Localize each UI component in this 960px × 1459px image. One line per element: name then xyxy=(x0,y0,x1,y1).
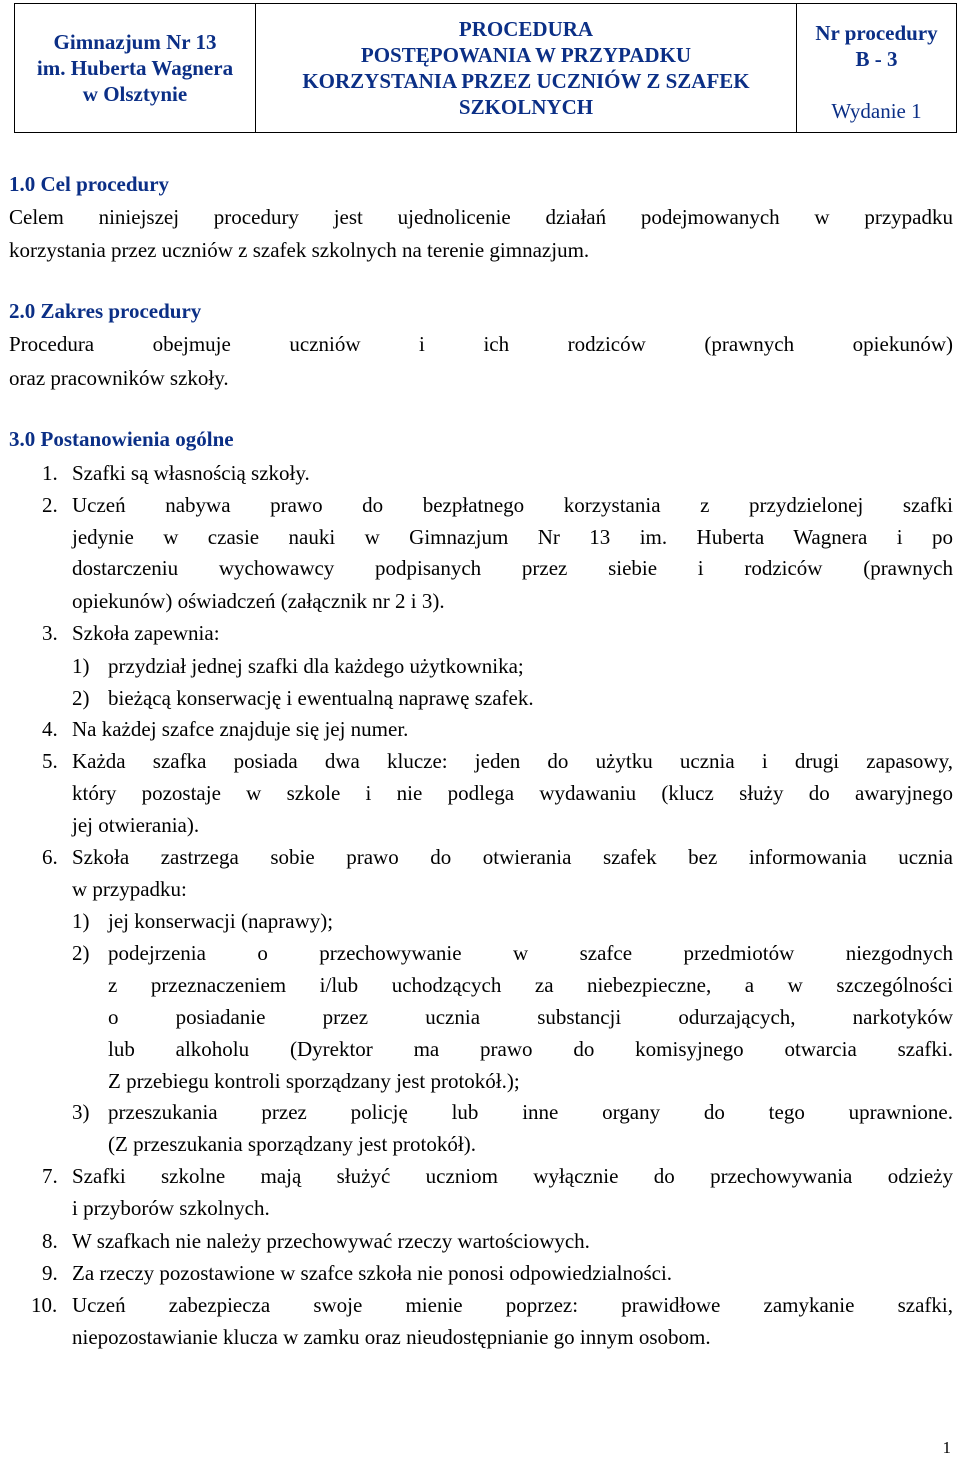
sub-item-text: (Z przeszukania sporządzany jest protokół). xyxy=(108,1132,476,1156)
section-text-line: Procedura obejmuje uczniów i ich rodziców (prawnych opiekunów) xyxy=(9,332,953,356)
list-item-number: 4. xyxy=(42,717,58,741)
list-item-number: 8. xyxy=(42,1229,58,1253)
list-item-text: niepozostawianie klucza w zamku oraz nieudostępnianie go innym osobom. xyxy=(72,1325,711,1349)
school-name-cell xyxy=(15,4,256,133)
section-text-line: Celem niniejszej procedury jest ujednolicenie działań podejmowanych w przypadku xyxy=(9,205,953,229)
sub-item-text: przydział jednej szafki dla każdego użytkownika; xyxy=(108,654,524,678)
list-item-number: 7. xyxy=(42,1164,58,1188)
sub-item-text: z przeznaczeniem i/lub uchodzących za niebezpieczne, a w szczególności xyxy=(108,973,953,997)
list-item-text: Szafki są własnością szkoły. xyxy=(72,461,310,485)
list-item-text: jej otwierania). xyxy=(72,813,200,837)
list-item-number: 3. xyxy=(42,621,58,645)
list-item-number: 9. xyxy=(42,1261,58,1285)
procedure-title-line: KORZYSTANIA PRZEZ UCZNIÓW Z SZAFEK xyxy=(302,69,750,93)
section-title: 2.0 Zakres procedury xyxy=(9,299,202,323)
sub-item-text: o posiadanie przez ucznia substancji odurzających, narkotyków xyxy=(108,1005,953,1029)
list-item-text: W szafkach nie należy przechowywać rzeczy wartościowych. xyxy=(72,1229,590,1253)
page-number: 1 xyxy=(942,1438,951,1457)
school-name-line: w Olsztynie xyxy=(82,82,188,106)
sub-item-number: 2) xyxy=(72,686,90,710)
sub-item-text: lub alkoholu (Dyrektor ma prawo do komisyjnego otwarcia szafki. xyxy=(108,1037,953,1061)
list-item-text: opiekunów) oświadczeń (załącznik nr 2 i 3). xyxy=(72,589,445,613)
sub-item-text: jej konserwacji (naprawy); xyxy=(108,909,334,933)
edition-label: Wydanie 1 xyxy=(831,99,922,123)
section-title: 1.0 Cel procedury xyxy=(9,172,170,196)
procedure-number-value: B - 3 xyxy=(855,47,898,71)
sub-item-text: przeszukania przez policję lub inne organy do tego uprawnione. xyxy=(108,1100,953,1124)
sub-item-text: Z przebiegu kontroli sporządzany jest protokół.); xyxy=(108,1069,520,1093)
document-header xyxy=(14,3,957,133)
list-item-text: który pozostaje w szkole i nie podlega wydawaniu (klucz służy do awaryjnego xyxy=(72,781,953,805)
procedure-title-line: POSTĘPOWANIA W PRZYPADKU xyxy=(360,43,692,67)
list-item-text: Szafki szkolne mają służyć uczniom wyłącznie do przechowywania odzieży xyxy=(72,1164,953,1188)
list-item-text: Na każdej szafce znajduje się jej numer. xyxy=(72,717,409,741)
sub-item-text: bieżącą konserwację i ewentualną naprawę szafek. xyxy=(108,686,534,710)
sub-item-number: 3) xyxy=(72,1100,90,1124)
list-item-text: Szkoła zapewnia: xyxy=(72,621,220,645)
list-item-text: Uczeń zabezpiecza swoje mienie poprzez: prawidłowe zamykanie szafki, xyxy=(72,1293,953,1317)
section-text-line: korzystania przez uczniów z szafek szkolnych na terenie gimnazjum. xyxy=(9,238,590,262)
procedure-title-line: PROCEDURA xyxy=(458,17,594,41)
list-item-number: 10. xyxy=(31,1293,58,1317)
section-text-line: oraz pracowników szkoły. xyxy=(9,366,229,390)
procedure-number-cell xyxy=(797,4,957,133)
procedure-title-cell xyxy=(256,4,797,133)
list-item-number: 1. xyxy=(42,461,58,485)
sub-item-text: podejrzenia o przechowywanie w szafce przedmiotów niezgodnych xyxy=(108,941,953,965)
section-title: 3.0 Postanowienia ogólne xyxy=(9,427,234,451)
school-name-line: Gimnazjum Nr 13 xyxy=(53,30,217,54)
list-item-text: jedynie w czasie nauki w Gimnazjum Nr 13 im. Huberta Wagnera i po xyxy=(72,525,953,549)
list-item-text: w przypadku: xyxy=(72,877,187,901)
procedure-number-label: Nr procedury xyxy=(815,21,938,45)
list-item-text: Każda szafka posiada dwa klucze: jeden do użytku ucznia i drugi zapasowy, xyxy=(72,749,953,773)
list-item-number: 2. xyxy=(42,493,58,517)
procedure-title-line: SZKOLNYCH xyxy=(458,95,594,119)
list-item-text: dostarczeniu wychowawcy podpisanych przez siebie i rodziców (prawnych xyxy=(72,556,953,580)
list-item-text: Za rzeczy pozostawione w szafce szkoła nie ponosi odpowiedzialności. xyxy=(72,1261,673,1285)
list-item-text: i przyborów szkolnych. xyxy=(72,1196,270,1220)
list-item-text: Uczeń nabywa prawo do bezpłatnego korzystania z przydzielonej szafki xyxy=(72,493,953,517)
list-item-number: 6. xyxy=(42,845,58,869)
school-name-line: im. Huberta Wagnera xyxy=(36,56,234,80)
sub-item-number: 2) xyxy=(72,941,90,965)
sub-item-number: 1) xyxy=(72,654,90,678)
list-item-number: 5. xyxy=(42,749,58,773)
sub-item-number: 1) xyxy=(72,909,90,933)
list-item-text: Szkoła zastrzega sobie prawo do otwierania szafek bez informowania ucznia xyxy=(72,845,953,869)
